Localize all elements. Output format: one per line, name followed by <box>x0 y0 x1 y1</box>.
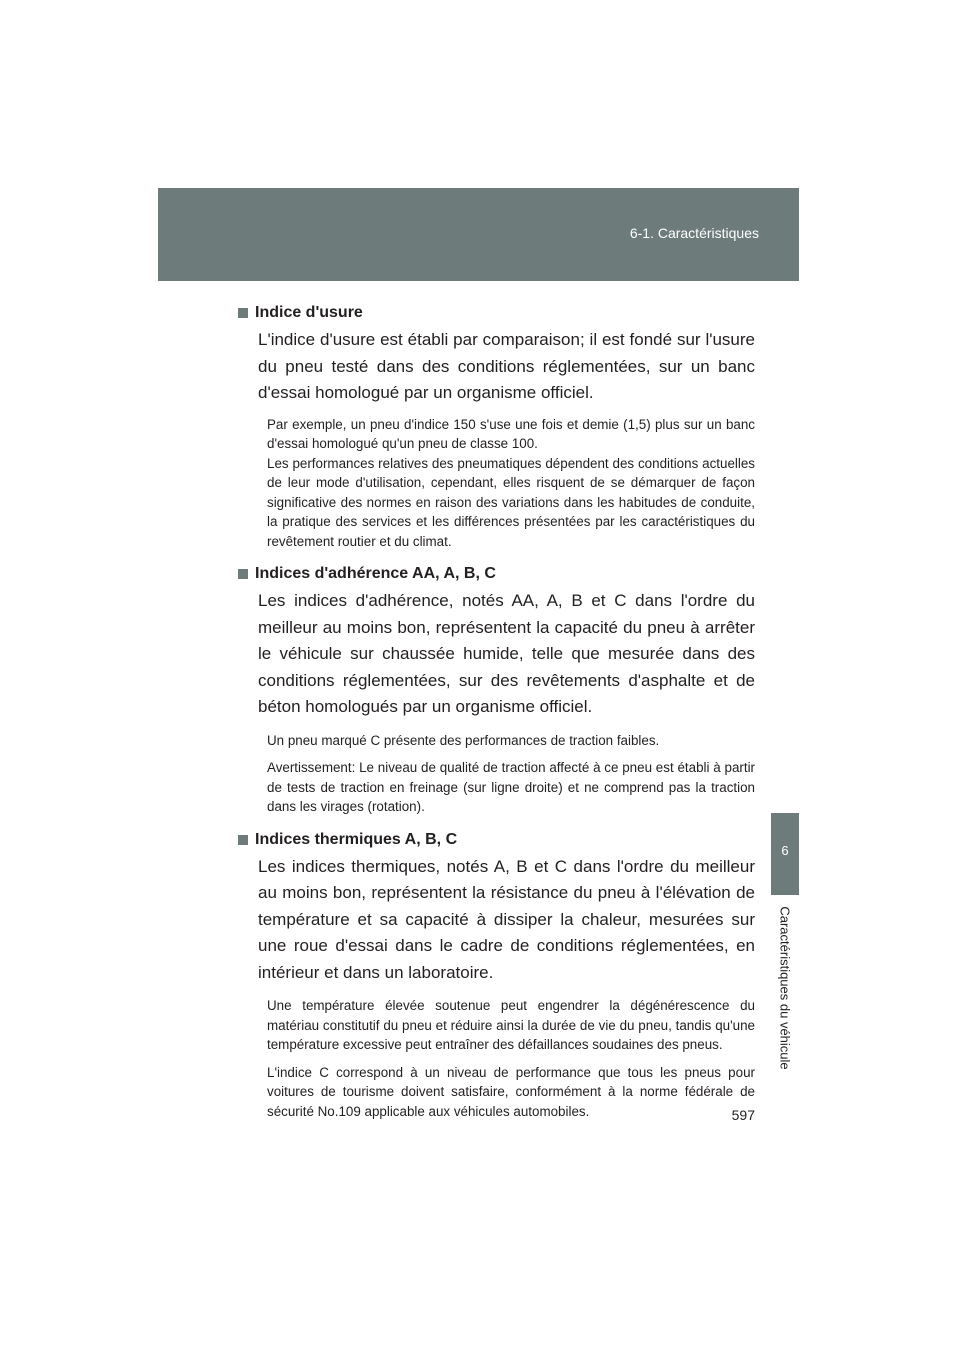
section-title: 6-1. Caractéristiques <box>629 225 759 241</box>
section-note: Par exemple, un pneu d'indice 150 s'use une fois et demie (1,5) plus sur un banc d'essai homologué qu'un pneu de classe 100. Les performances relatives des pneumatiques dépendent des conditions actuelles de leur mode d'utilisation, cependant, elles risquent de se démarquer de façon significative des normes en raison des variations dans les habitudes de conduite, la pratique des services et les différences présentées par les caractéristiques du revêtement routier et du climat. <box>267 416 755 549</box>
section-heading <box>238 563 755 585</box>
square-bullet-icon <box>238 308 248 318</box>
section-title-text: Indices d'adhérence AA, A, B, C <box>255 565 496 582</box>
section-note: Un pneu marqué C présente des performances de traction faibles. <box>267 732 660 748</box>
section-note: L'indice C correspond à un niveau de performance que tous les pneus pour voitures de tourisme doivent satisfaire, conformément à la norme fédérale de sécurité No.109 applicable aux véhicules automobiles. <box>267 1064 755 1119</box>
section-title-text: Indice d'usure <box>255 304 363 321</box>
section-body: L'indice d'usure est établi par comparaison; il est fondé sur l'usure du pneu testé dans des conditions réglementées, sur un banc d'essai homologué par un organisme officiel. <box>258 330 755 402</box>
section-note: Avertissement: Le niveau de qualité de traction affecté à ce pneu est établi à partir de tests de traction en freinage (sur ligne droite) et ne comprend pas la traction dans les virages (rotation). <box>267 760 755 814</box>
section-wear-index <box>240 302 755 551</box>
section-body: Les indices d'adhérence, notés AA, A, B et C dans l'ordre du meilleur au moins bon, représentent la capacité du pneu à arrêter le véhicule sur chaussée humide, telle que mesurée dans des conditions réglementées, sur des revêtements d'asphalte et de béton homologués par un organisme officiel. <box>258 591 755 716</box>
chapter-label: Caractéristiques du véhicule <box>777 906 793 1070</box>
section-body: Les indices thermiques, notés A, B et C dans l'ordre du meilleur au moins bon, représentent la résistance du pneu à l'élévation de température et sa capacité à dissiper la chaleur, mesurées sur une roue d'essai dans le cadre de conditions réglementées, en intérieur et dans un laboratoire. <box>258 856 755 982</box>
square-bullet-icon <box>238 569 248 579</box>
section-heading <box>238 829 755 851</box>
section-heading <box>238 302 755 324</box>
section-title-text: Indices thermiques A, B, C <box>255 830 458 848</box>
chapter-number: 6 <box>781 843 789 858</box>
section-traction-index <box>240 563 755 817</box>
section-temperature-index <box>240 829 755 1122</box>
page-header <box>158 188 799 281</box>
square-bullet-icon <box>238 835 248 845</box>
page-number: 597 <box>731 1107 755 1123</box>
section-note: Une température élevée soutenue peut engendrer la dégénérescence du matériau constitutif du pneu et réduire ainsi la durée de vie du pneu, tandis qu'une température excessive peut entraîner des défaillances soudaines des pneus. <box>267 998 755 1052</box>
chapter-tab <box>771 813 799 895</box>
page-content <box>240 302 755 1129</box>
